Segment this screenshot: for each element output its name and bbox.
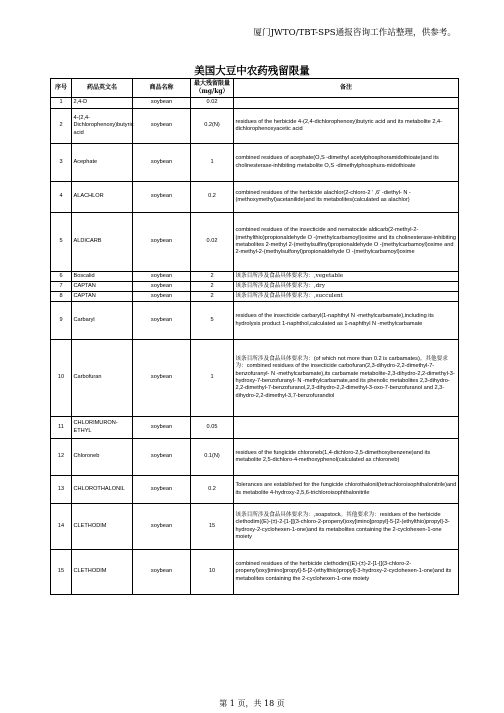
row-mrl: 0.05: [191, 417, 234, 439]
table-row: [51, 476, 459, 504]
mrl-table: [50, 78, 459, 595]
table-row: [51, 213, 459, 272]
page-title: 美国大豆中农药残留限量: [194, 65, 310, 77]
table-header-row: [51, 79, 459, 98]
row-commodity: soybean: [133, 302, 191, 340]
row-mrl: 2: [191, 292, 234, 302]
row-commodity: soybean: [133, 98, 191, 109]
row-mrl: 0.2: [191, 182, 234, 213]
table-row: [51, 550, 459, 595]
row-no: 14: [51, 504, 72, 550]
row-commodity: soybean: [133, 292, 191, 302]
table-row: [51, 272, 459, 282]
row-name: Acephate: [72, 144, 133, 182]
row-no: 7: [51, 282, 72, 292]
row-no: 12: [51, 439, 72, 476]
row-name: CHLOROTHALONIL: [72, 476, 133, 504]
row-note: 该条目所涉及食品具体要求为：,dry: [234, 282, 459, 292]
row-commodity: soybean: [133, 340, 191, 417]
row-commodity: soybean: [133, 476, 191, 504]
column-header-no: 序号: [51, 79, 72, 98]
row-no: 1: [51, 98, 72, 109]
row-mrl: 15: [191, 504, 234, 550]
row-commodity: soybean: [133, 550, 191, 595]
column-header-commodity: 商品名称: [133, 79, 191, 98]
table-row: [51, 182, 459, 213]
row-mrl: 10: [191, 550, 234, 595]
row-mrl: 0.02: [191, 98, 234, 109]
column-header-name: 药品英文名: [72, 79, 133, 98]
row-mrl: 0.1(N): [191, 439, 234, 476]
row-note: residues of the insecticide carbaryl(1-naphthyl N -methylcarbamate),including its hydrolysis product 1-naphthol,calculated as 1-naphthyl N -methylcarbamate: [234, 302, 459, 340]
row-note: combined residues of the herbicide alachlor(2-chloro-2 ′ ,6′ -diethyl- N -(methoxymethyl)acetanilide)and its metabolites(calculated as alachlor): [234, 182, 459, 213]
row-no: 9: [51, 302, 72, 340]
row-note: 该条目所涉及食品具体要求为：(of which not more than 0.2 is carbamates)。其他要求为：combined residues of the insecticide carbofuran(2,3-dihydro-2,2-dimethyl-7-benzofuranyl- N -methylcarbamate),its carbamate metabolite-2,3-dihydro-2,2-dimethyl-3-hydroxy-7-benzofuranyl- N -methylcarbamate,and its phenolic metabolites 2,3-dihydro-2,2-dimethyl-7-benzofuranol,2,3-dihydro-2,2-dimethyl-3-oxo-7-benzofuranol and 2,3-dihydro-2,2-dimethyl-3,7-benzofurandiol: [234, 340, 459, 417]
row-name: Boscalid: [72, 272, 133, 282]
table-row: [51, 439, 459, 476]
row-note: 该条目所涉及食品具体要求为：,soapstock。其他要求为：residues of the herbicide clethodim((E)-(±)-2-[1-[[(3-chloro-2-propenyl)oxy]imino]propyl]-5-[2-(ethylthio)propyl]-3-hydroxy-2-cyclohexen-1-one)and its metabolites containing the 2-cyclohexen-1-one moiety: [234, 504, 459, 550]
row-note: residues of the fungicide chloroneb(1,4-dichloro-2,5-dimethoxybenzene)and its metabolite 2,5-dichloro-4-methoxyphenol(calculated as chloroneb): [234, 439, 459, 476]
row-mrl: 0.02: [191, 213, 234, 272]
row-no: 15: [51, 550, 72, 595]
row-commodity: soybean: [133, 417, 191, 439]
row-note: residues of the herbicide 4-(2,4-dichlorophenoxy)butyric acid and its metabolite 2,4-dichlorophenoxyacetic acid: [234, 109, 459, 144]
row-mrl: 0.2: [191, 476, 234, 504]
row-commodity: soybean: [133, 182, 191, 213]
row-commodity: soybean: [133, 272, 191, 282]
row-name: CHLORIMURON-ETHYL: [72, 417, 133, 439]
header-note: 厦门JWTO/TBT-SPS通报咨询工作站整理，供参考。: [253, 28, 456, 38]
column-header-note: 备注: [234, 79, 459, 98]
row-name: CAPTAN: [72, 292, 133, 302]
row-no: 13: [51, 476, 72, 504]
table-row: [51, 504, 459, 550]
row-note: 该条目所涉及食品具体要求为：,vegetable: [234, 272, 459, 282]
row-no: 5: [51, 213, 72, 272]
row-mrl: 1: [191, 144, 234, 182]
table-row: [51, 302, 459, 340]
row-no: 6: [51, 272, 72, 282]
row-no: 4: [51, 182, 72, 213]
row-commodity: soybean: [133, 282, 191, 292]
row-name: ALDICARB: [72, 213, 133, 272]
row-commodity: soybean: [133, 213, 191, 272]
row-mrl: 5: [191, 302, 234, 340]
table-row: [51, 292, 459, 302]
row-commodity: soybean: [133, 439, 191, 476]
row-note: Tolerances are established for the fungicide chlorothalonil(tetrachloroisophthalonitrile)and its metabolite 4-hydroxy-2,5,6-trichloroisophthalonitrile: [234, 476, 459, 504]
row-name: Chloroneb: [72, 439, 133, 476]
row-no: 8: [51, 292, 72, 302]
row-no: 3: [51, 144, 72, 182]
row-mrl: 2: [191, 272, 234, 282]
table-row: [51, 109, 459, 144]
row-no: 11: [51, 417, 72, 439]
table-row: [51, 144, 459, 182]
table-row: [51, 417, 459, 439]
row-commodity: soybean: [133, 504, 191, 550]
row-name: 2,4-D: [72, 98, 133, 109]
row-no: 10: [51, 340, 72, 417]
row-name: CLETHODIM: [72, 550, 133, 595]
table-row: [51, 98, 459, 109]
row-note: [234, 98, 459, 109]
row-note: 该条目所涉及食品具体要求为：,succulent: [234, 292, 459, 302]
row-commodity: soybean: [133, 109, 191, 144]
table-row: [51, 282, 459, 292]
row-no: 2: [51, 109, 72, 144]
row-note: combined residues of acephate(O,S -dimethyl acetylphosphoramidothioate)and its cholinesterase-inhibiting metabolite O,S -dimethylphosphura-midothioate: [234, 144, 459, 182]
row-name: CAPTAN: [72, 282, 133, 292]
row-name: ALACHLOR: [72, 182, 133, 213]
row-commodity: soybean: [133, 144, 191, 182]
page-footer: 第 1 页，共 18 页: [219, 699, 285, 708]
row-name: CLETHODIM: [72, 504, 133, 550]
column-header-mrl: 最大残留限量（mg/kg）: [191, 79, 234, 98]
row-mrl: 1: [191, 340, 234, 417]
table-row: [51, 340, 459, 417]
row-name: Carbaryl: [72, 302, 133, 340]
row-mrl: 0.2(N): [191, 109, 234, 144]
row-name: Carbofuran: [72, 340, 133, 417]
row-name: 4-(2,4-Dichlorophenoxy)butyric acid: [72, 109, 133, 144]
row-note: [234, 417, 459, 439]
row-note: combined residues of the insecticide and nematocide aldicarb(2-methyl-2-(methylthio)propionaldehyde O -(methylcarbamoyl)oxime and its cholinesterase-inhibiting metabolites 2-methyl 2-(methylsulfinyl)propionaldehyde O -(methylcarbamoyl)oxime and 2-methyl-2-(methylsulfonyl)propionaldehyde O -(methylcarbamoyl)oxime: [234, 213, 459, 272]
row-note: combined residues of the herbicide clethodim((E)-(±)-2-[1-[[(3-chloro-2-propenyl)oxy]imino]propyl]-5-[2-(ethylthio)propyl]-3-hydroxy-2-cyclohexen-1-one)and its metabolites containing the 2-cyclohexen-1-one moiety: [234, 550, 459, 595]
row-mrl: 2: [191, 282, 234, 292]
